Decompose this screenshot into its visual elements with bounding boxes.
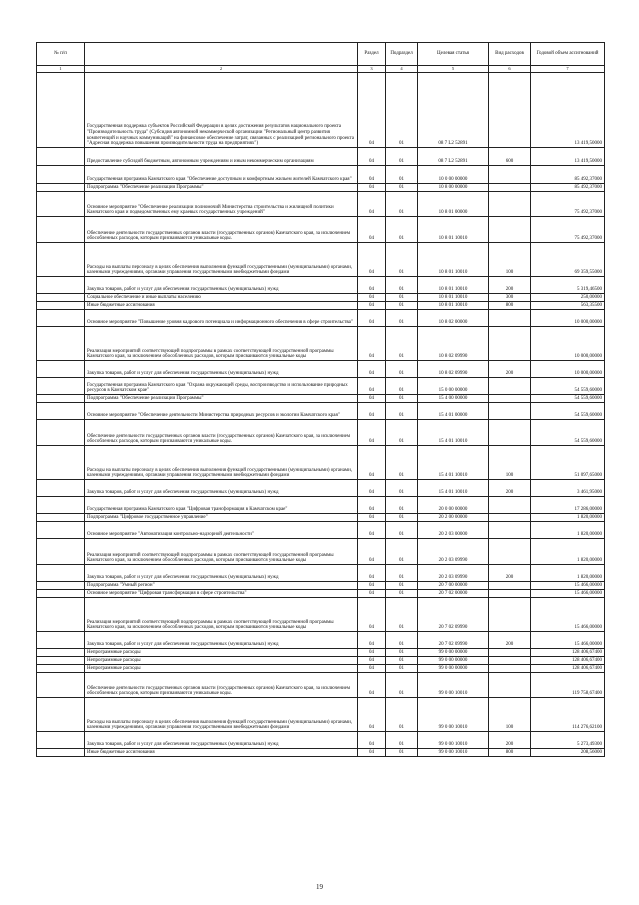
row-section-cell: 04 — [358, 361, 386, 378]
row-number-cell — [37, 378, 85, 395]
table-body — [37, 73, 605, 757]
row-name-cell: Иные бюджетные ассигнования — [85, 302, 358, 310]
table-row — [37, 166, 605, 184]
table-row — [37, 632, 605, 649]
table-row — [37, 73, 605, 148]
col-header-amount: Годовой объем ассигнований — [531, 43, 605, 66]
row-section-cell: 04 — [358, 395, 386, 403]
row-section-cell: 04 — [358, 565, 386, 582]
row-name-cell: Подпрограмма "Обеспечение реализации Программы" — [85, 395, 358, 403]
row-amount-cell: 10 000,00000 — [531, 327, 605, 361]
table-row — [37, 665, 605, 673]
row-amount-cell: 54 559,60000 — [531, 420, 605, 446]
row-number-cell — [37, 539, 85, 565]
row-amount-cell: 15 466,00000 — [531, 598, 605, 632]
row-subsection-cell: 01 — [386, 420, 418, 446]
row-subsection-cell: 01 — [386, 673, 418, 698]
row-target-cell: 10 8 01 10010 — [418, 277, 489, 294]
row-target-cell: 20 2 00 00000 — [418, 514, 489, 522]
row-section-cell: 04 — [358, 166, 386, 184]
row-target-cell: 99 0 00 00000 — [418, 657, 489, 665]
col-header-subsection: Подраздел — [386, 43, 418, 66]
row-amount-cell: 13 419,50000 — [531, 148, 605, 166]
row-target-cell: 15 0 00 00000 — [418, 378, 489, 395]
row-amount-cell: 13 419,50000 — [531, 73, 605, 148]
row-section-cell: 04 — [358, 420, 386, 446]
row-target-cell: 10 0 00 00000 — [418, 166, 489, 184]
row-expense-type-cell — [489, 395, 531, 403]
row-section-cell: 04 — [358, 673, 386, 698]
row-subsection-cell: 01 — [386, 497, 418, 514]
row-name-cell: Обеспечение деятельности государственных органов власти (государственных органов) Камчатского края, за исключением обособленных расходов, которым присваиваются уникальные коды. — [85, 217, 358, 243]
row-target-cell: 10 8 01 10010 — [418, 217, 489, 243]
row-number-cell — [37, 310, 85, 327]
row-name-cell: Основное мероприятие "Обеспечение деятельности Министерства природных ресурсов и экологии Камчатского края" — [85, 403, 358, 420]
row-target-cell: 15 4 01 10010 — [418, 420, 489, 446]
row-subsection-cell: 01 — [386, 749, 418, 757]
row-target-cell: 99 0 00 10010 — [418, 732, 489, 749]
row-amount-cell: 10 000,00000 — [531, 310, 605, 327]
row-expense-type-cell: 200 — [489, 361, 531, 378]
row-section-cell: 04 — [358, 378, 386, 395]
row-name-cell: Основное мероприятие "Цифровая трансформация в сфере строительства" — [85, 590, 358, 598]
row-amount-cell: 128 406,67400 — [531, 665, 605, 673]
row-number-cell — [37, 361, 85, 378]
row-expense-type-cell — [489, 403, 531, 420]
row-section-cell: 04 — [358, 217, 386, 243]
row-section-cell: 04 — [358, 446, 386, 480]
row-section-cell: 04 — [358, 582, 386, 590]
row-section-cell: 04 — [358, 294, 386, 302]
row-section-cell: 04 — [358, 148, 386, 166]
row-target-cell: 10 8 02 00000 — [418, 310, 489, 327]
row-expense-type-cell — [489, 665, 531, 673]
row-subsection-cell: 01 — [386, 294, 418, 302]
row-section-cell: 04 — [358, 698, 386, 732]
row-number-cell — [37, 277, 85, 294]
row-name-cell: Основное мероприятие "Автоматизация контрольно-надзорной деятельности" — [85, 522, 358, 539]
row-name-cell: Реализация мероприятий соответствующей подпрограммы в рамках соответствующей государственной программы Камчатского края, за исключением обособленных расходов, которым присваиваются уникальные коды — [85, 598, 358, 632]
row-section-cell: 04 — [358, 539, 386, 565]
col-number: 1 — [37, 66, 85, 73]
row-number-cell — [37, 649, 85, 657]
row-name-cell: Расходы на выплаты персоналу в целях обеспечения выполнения функций государственными (муниципальными) органами, казенными учреждениями, органами управления государственными внебюджетными фондами — [85, 446, 358, 480]
row-expense-type-cell — [489, 73, 531, 148]
row-subsection-cell: 01 — [386, 480, 418, 497]
table-row — [37, 446, 605, 480]
col-number: 2 — [85, 66, 358, 73]
row-target-cell: 10 8 01 10010 — [418, 294, 489, 302]
row-subsection-cell: 01 — [386, 277, 418, 294]
row-amount-cell: 15 466,00000 — [531, 590, 605, 598]
col-number: 4 — [386, 66, 418, 73]
row-expense-type-cell: 200 — [489, 565, 531, 582]
row-amount-cell: 15 466,00000 — [531, 632, 605, 649]
row-name-cell: Реализация мероприятий соответствующей подпрограммы в рамках соответствующей государственной программы Камчатского края, за исключением обособленных расходов, которым присваиваются уникальные коды — [85, 327, 358, 361]
row-number-cell — [37, 497, 85, 514]
row-number-cell — [37, 184, 85, 192]
row-target-cell: 10 8 01 10010 — [418, 302, 489, 310]
row-target-cell: 99 0 00 10010 — [418, 673, 489, 698]
row-name-cell: Подпрограмма "Обеспечение реализации Программы" — [85, 184, 358, 192]
row-number-cell — [37, 582, 85, 590]
row-name-cell: Обеспечение деятельности государственных органов власти (государственных органов) Камчатского края, за исключением обособленных расходов, которым присваиваются уникальные коды. — [85, 673, 358, 698]
row-expense-type-cell — [489, 514, 531, 522]
row-amount-cell: 5 319,46500 — [531, 277, 605, 294]
table-row — [37, 565, 605, 582]
row-expense-type-cell — [489, 522, 531, 539]
row-section-cell: 04 — [358, 302, 386, 310]
row-name-cell: Основное мероприятие "Повышение уровня кадрового потенциала и информационного обеспечения в сфере строительства" — [85, 310, 358, 327]
row-number-cell — [37, 632, 85, 649]
row-name-cell: Иные бюджетные ассигнования — [85, 749, 358, 757]
row-expense-type-cell — [489, 590, 531, 598]
row-expense-type-cell — [489, 378, 531, 395]
row-expense-type-cell: 600 — [489, 148, 531, 166]
row-subsection-cell: 01 — [386, 514, 418, 522]
row-section-cell: 04 — [358, 649, 386, 657]
row-expense-type-cell: 200 — [489, 277, 531, 294]
row-subsection-cell: 01 — [386, 73, 418, 148]
row-section-cell: 04 — [358, 632, 386, 649]
row-target-cell: 15 4 01 10010 — [418, 480, 489, 497]
row-number-cell — [37, 294, 85, 302]
row-target-cell: 99 0 00 10010 — [418, 749, 489, 757]
row-section-cell: 04 — [358, 598, 386, 632]
row-section-cell: 04 — [358, 497, 386, 514]
row-subsection-cell: 01 — [386, 657, 418, 665]
table-row — [37, 698, 605, 732]
table-row — [37, 217, 605, 243]
row-name-cell: Обеспечение деятельности государственных органов власти (государственных органов) Камчатского края, за исключением обособленных расходов, которым присваиваются уникальные коды. — [85, 420, 358, 446]
row-expense-type-cell — [489, 327, 531, 361]
row-subsection-cell: 01 — [386, 698, 418, 732]
row-number-cell — [37, 749, 85, 757]
row-name-cell: Закупка товаров, работ и услуг для обеспечения государственных (муниципальных) нужд — [85, 480, 358, 497]
table-row — [37, 673, 605, 698]
row-amount-cell: 128 406,67400 — [531, 657, 605, 665]
row-name-cell: Закупка товаров, работ и услуг для обеспечения государственных (муниципальных) нужд — [85, 277, 358, 294]
row-subsection-cell: 01 — [386, 378, 418, 395]
row-amount-cell: 75 492,37000 — [531, 192, 605, 217]
col-number: 7 — [531, 66, 605, 73]
row-expense-type-cell — [489, 657, 531, 665]
row-number-cell — [37, 590, 85, 598]
table-row — [37, 582, 605, 590]
row-name-cell: Подпрограмма "Умный регион" — [85, 582, 358, 590]
row-subsection-cell: 01 — [386, 522, 418, 539]
table-row — [37, 378, 605, 395]
table-row — [37, 148, 605, 166]
row-target-cell: 99 0 00 00000 — [418, 665, 489, 673]
row-expense-type-cell — [489, 582, 531, 590]
row-amount-cell: 54 559,60000 — [531, 403, 605, 420]
row-section-cell: 04 — [358, 749, 386, 757]
row-amount-cell: 114 276,62100 — [531, 698, 605, 732]
row-name-cell: Расходы на выплаты персоналу в целях обеспечения выполнения функций государственными (муниципальными) органами, казенными учреждениями, органами управления государственными внебюджетными фондами — [85, 698, 358, 732]
row-expense-type-cell: 100 — [489, 698, 531, 732]
table-row — [37, 522, 605, 539]
row-expense-type-cell: 200 — [489, 732, 531, 749]
row-name-cell: Предоставление субсидий бюджетным, автономным учреждениям и иным некоммерческим организациям — [85, 148, 358, 166]
row-number-cell — [37, 514, 85, 522]
row-section-cell: 04 — [358, 590, 386, 598]
col-number: 3 — [358, 66, 386, 73]
table-row — [37, 598, 605, 632]
row-name-cell: Реализация мероприятий соответствующей подпрограммы в рамках соответствующей государственной программы Камчатского края, за исключением обособленных расходов, которым присваиваются уникальные коды — [85, 539, 358, 565]
row-subsection-cell: 01 — [386, 565, 418, 582]
row-target-cell: 08 7 L2 52891 — [418, 148, 489, 166]
row-number-cell — [37, 420, 85, 446]
row-target-cell: 20 2 03 00000 — [418, 522, 489, 539]
table-row — [37, 277, 605, 294]
row-expense-type-cell — [489, 166, 531, 184]
row-section-cell: 04 — [358, 184, 386, 192]
row-number-cell — [37, 166, 85, 184]
row-subsection-cell: 01 — [386, 166, 418, 184]
row-expense-type-cell — [489, 673, 531, 698]
row-target-cell: 20 7 00 00000 — [418, 582, 489, 590]
row-expense-type-cell — [489, 539, 531, 565]
row-amount-cell: 17 286,00000 — [531, 497, 605, 514]
table-row — [37, 327, 605, 361]
row-subsection-cell: 01 — [386, 361, 418, 378]
row-name-cell: Закупка товаров, работ и услуг для обеспечения государственных (муниципальных) нужд — [85, 632, 358, 649]
row-expense-type-cell: 300 — [489, 294, 531, 302]
row-target-cell: 20 2 03 09990 — [418, 565, 489, 582]
row-subsection-cell: 01 — [386, 327, 418, 361]
row-section-cell: 04 — [358, 522, 386, 539]
row-section-cell: 04 — [358, 665, 386, 673]
row-subsection-cell: 01 — [386, 243, 418, 277]
row-number-cell — [37, 565, 85, 582]
row-target-cell: 10 8 02 09990 — [418, 361, 489, 378]
row-target-cell: 08 7 L2 52891 — [418, 73, 489, 148]
column-numbers-row — [37, 66, 605, 73]
row-number-cell — [37, 302, 85, 310]
row-name-cell: Социальное обеспечение и иные выплаты населению — [85, 294, 358, 302]
row-expense-type-cell: 200 — [489, 632, 531, 649]
budget-table — [36, 42, 605, 757]
col-header-name — [85, 43, 358, 66]
row-section-cell: 04 — [358, 732, 386, 749]
table-row — [37, 657, 605, 665]
row-section-cell: 04 — [358, 657, 386, 665]
col-header-target: Целевая статья — [418, 43, 489, 66]
row-target-cell: 99 0 00 10010 — [418, 698, 489, 732]
row-subsection-cell: 01 — [386, 403, 418, 420]
row-name-cell: Закупка товаров, работ и услуг для обеспечения государственных (муниципальных) нужд — [85, 361, 358, 378]
row-number-cell — [37, 217, 85, 243]
row-target-cell: 15 4 00 00000 — [418, 395, 489, 403]
row-expense-type-cell — [489, 192, 531, 217]
row-amount-cell: 1 820,00000 — [531, 565, 605, 582]
row-number-cell — [37, 192, 85, 217]
row-amount-cell: 128 406,67400 — [531, 649, 605, 657]
row-subsection-cell: 01 — [386, 446, 418, 480]
table-row — [37, 395, 605, 403]
row-name-cell: Непрограммные расходы — [85, 649, 358, 657]
row-name-cell: Государственная программа Камчатского края "Охрана окружающей среды, воспроизводство и использование природных ресурсов в Камчатском крае" — [85, 378, 358, 395]
row-number-cell — [37, 673, 85, 698]
row-number-cell — [37, 732, 85, 749]
table-row — [37, 420, 605, 446]
row-number-cell — [37, 522, 85, 539]
row-amount-cell: 1 820,00000 — [531, 522, 605, 539]
row-amount-cell: 85 492,37000 — [531, 184, 605, 192]
row-name-cell: Расходы на выплаты персоналу в целях обеспечения выполнения функций государственными (муниципальными) органами, казенными учреждениями, органами управления государственными внебюджетными фондами — [85, 243, 358, 277]
row-amount-cell: 208,56000 — [531, 749, 605, 757]
row-section-cell: 04 — [358, 310, 386, 327]
row-number-cell — [37, 665, 85, 673]
row-subsection-cell: 01 — [386, 192, 418, 217]
table-row — [37, 361, 605, 378]
page-number: 19 — [316, 883, 323, 891]
col-header-num: № п/п — [37, 43, 85, 66]
row-number-cell — [37, 243, 85, 277]
table-row — [37, 497, 605, 514]
col-number: 6 — [489, 66, 531, 73]
row-section-cell: 04 — [358, 327, 386, 361]
table-row — [37, 539, 605, 565]
table-row — [37, 480, 605, 497]
table-row — [37, 184, 605, 192]
row-number-cell — [37, 73, 85, 148]
table-row — [37, 749, 605, 757]
row-number-cell — [37, 395, 85, 403]
row-name-cell: Государственная программа Камчатского края "Цифровая трансформация в Камчатском крае" — [85, 497, 358, 514]
row-name-cell: Закупка товаров, работ и услуг для обеспечения государственных (муниципальных) нужд — [85, 565, 358, 582]
row-expense-type-cell — [489, 649, 531, 657]
row-subsection-cell: 01 — [386, 310, 418, 327]
row-target-cell: 99 0 00 00000 — [418, 649, 489, 657]
row-amount-cell: 51 097,65000 — [531, 446, 605, 480]
col-header-expense-type: Вид расходов — [489, 43, 531, 66]
row-target-cell: 20 7 02 09990 — [418, 598, 489, 632]
row-expense-type-cell: 200 — [489, 480, 531, 497]
row-section-cell: 04 — [358, 514, 386, 522]
table-row — [37, 514, 605, 522]
row-name-cell: Основное мероприятие "Обеспечение реализации полномочий Министерства строительства и жилищной политики Камчатского края и подведомственных ему краевых государственных учреждений" — [85, 192, 358, 217]
row-target-cell: 15 4 01 00000 — [418, 403, 489, 420]
header-row — [37, 43, 605, 66]
row-number-cell — [37, 403, 85, 420]
row-subsection-cell: 01 — [386, 148, 418, 166]
row-amount-cell: 5 273,49300 — [531, 732, 605, 749]
row-subsection-cell: 01 — [386, 632, 418, 649]
row-subsection-cell: 01 — [386, 395, 418, 403]
row-number-cell — [37, 327, 85, 361]
table-row — [37, 302, 605, 310]
row-expense-type-cell — [489, 497, 531, 514]
row-amount-cell: 119 758,67400 — [531, 673, 605, 698]
row-amount-cell: 1 820,00000 — [531, 514, 605, 522]
row-target-cell: 10 8 01 00000 — [418, 192, 489, 217]
row-amount-cell: 250,00000 — [531, 294, 605, 302]
row-amount-cell: 10 000,00000 — [531, 361, 605, 378]
row-target-cell: 20 7 02 00000 — [418, 590, 489, 598]
row-target-cell: 10 8 02 09990 — [418, 327, 489, 361]
table-row — [37, 192, 605, 217]
row-target-cell: 20 2 03 09990 — [418, 539, 489, 565]
row-amount-cell: 15 466,00000 — [531, 582, 605, 590]
row-amount-cell: 563,35500 — [531, 302, 605, 310]
row-amount-cell: 1 820,00000 — [531, 539, 605, 565]
row-amount-cell: 69 359,55000 — [531, 243, 605, 277]
row-subsection-cell: 01 — [386, 217, 418, 243]
row-section-cell: 04 — [358, 277, 386, 294]
row-section-cell: 04 — [358, 192, 386, 217]
row-name-cell: Государственная программа Камчатского края "Обеспечение доступным и комфортным жильем жителей Камчатского края" — [85, 166, 358, 184]
table-row — [37, 590, 605, 598]
row-number-cell — [37, 598, 85, 632]
row-number-cell — [37, 480, 85, 497]
table-row — [37, 310, 605, 327]
col-number: 5 — [418, 66, 489, 73]
row-name-cell: Подпрограмма "Цифровое государственное управление" — [85, 514, 358, 522]
row-expense-type-cell — [489, 598, 531, 632]
row-amount-cell: 54 559,60000 — [531, 395, 605, 403]
row-subsection-cell: 01 — [386, 649, 418, 657]
row-target-cell: 10 8 01 10010 — [418, 243, 489, 277]
row-target-cell: 20 7 02 09990 — [418, 632, 489, 649]
table-row — [37, 243, 605, 277]
row-amount-cell: 85 492,37000 — [531, 166, 605, 184]
row-subsection-cell: 01 — [386, 302, 418, 310]
row-section-cell: 04 — [358, 243, 386, 277]
row-amount-cell: 3 461,95000 — [531, 480, 605, 497]
row-target-cell: 15 4 01 10010 — [418, 446, 489, 480]
row-expense-type-cell: 100 — [489, 243, 531, 277]
row-subsection-cell: 01 — [386, 539, 418, 565]
row-number-cell — [37, 148, 85, 166]
row-target-cell: 10 8 00 00000 — [418, 184, 489, 192]
row-number-cell — [37, 657, 85, 665]
row-subsection-cell: 01 — [386, 184, 418, 192]
row-number-cell — [37, 698, 85, 732]
row-section-cell: 04 — [358, 403, 386, 420]
row-name-cell: Закупка товаров, работ и услуг для обеспечения государственных (муниципальных) нужд — [85, 732, 358, 749]
row-expense-type-cell — [489, 420, 531, 446]
row-subsection-cell: 01 — [386, 665, 418, 673]
row-subsection-cell: 01 — [386, 582, 418, 590]
row-expense-type-cell — [489, 310, 531, 327]
row-expense-type-cell: 800 — [489, 302, 531, 310]
row-section-cell: 04 — [358, 73, 386, 148]
row-subsection-cell: 01 — [386, 598, 418, 632]
row-amount-cell: 54 559,60000 — [531, 378, 605, 395]
row-subsection-cell: 01 — [386, 732, 418, 749]
row-subsection-cell: 01 — [386, 590, 418, 598]
row-target-cell: 20 0 00 00000 — [418, 497, 489, 514]
row-section-cell: 04 — [358, 480, 386, 497]
table-row — [37, 403, 605, 420]
row-name-cell: Непрограммные расходы — [85, 657, 358, 665]
table-row — [37, 649, 605, 657]
row-expense-type-cell: 100 — [489, 446, 531, 480]
table-row — [37, 732, 605, 749]
row-number-cell — [37, 446, 85, 480]
row-name-cell: Государственная поддержка субъектов Российской Федерации в целях достижения результатов национального проекта "Производительность труда" (Субсидия автономной некоммерческой организации "Региональный центр развития компетенций и научных коммуникаций" на финансовое обеспечение затрат, связанных с реализацией регионального проекта "Адресная поддержка повышения производительности труда на предприятиях") — [85, 73, 358, 148]
row-amount-cell: 75 492,37000 — [531, 217, 605, 243]
row-expense-type-cell: 800 — [489, 749, 531, 757]
row-name-cell: Непрограммные расходы — [85, 665, 358, 673]
table-row — [37, 294, 605, 302]
row-expense-type-cell — [489, 184, 531, 192]
row-expense-type-cell — [489, 217, 531, 243]
col-header-section: Раздел — [358, 43, 386, 66]
